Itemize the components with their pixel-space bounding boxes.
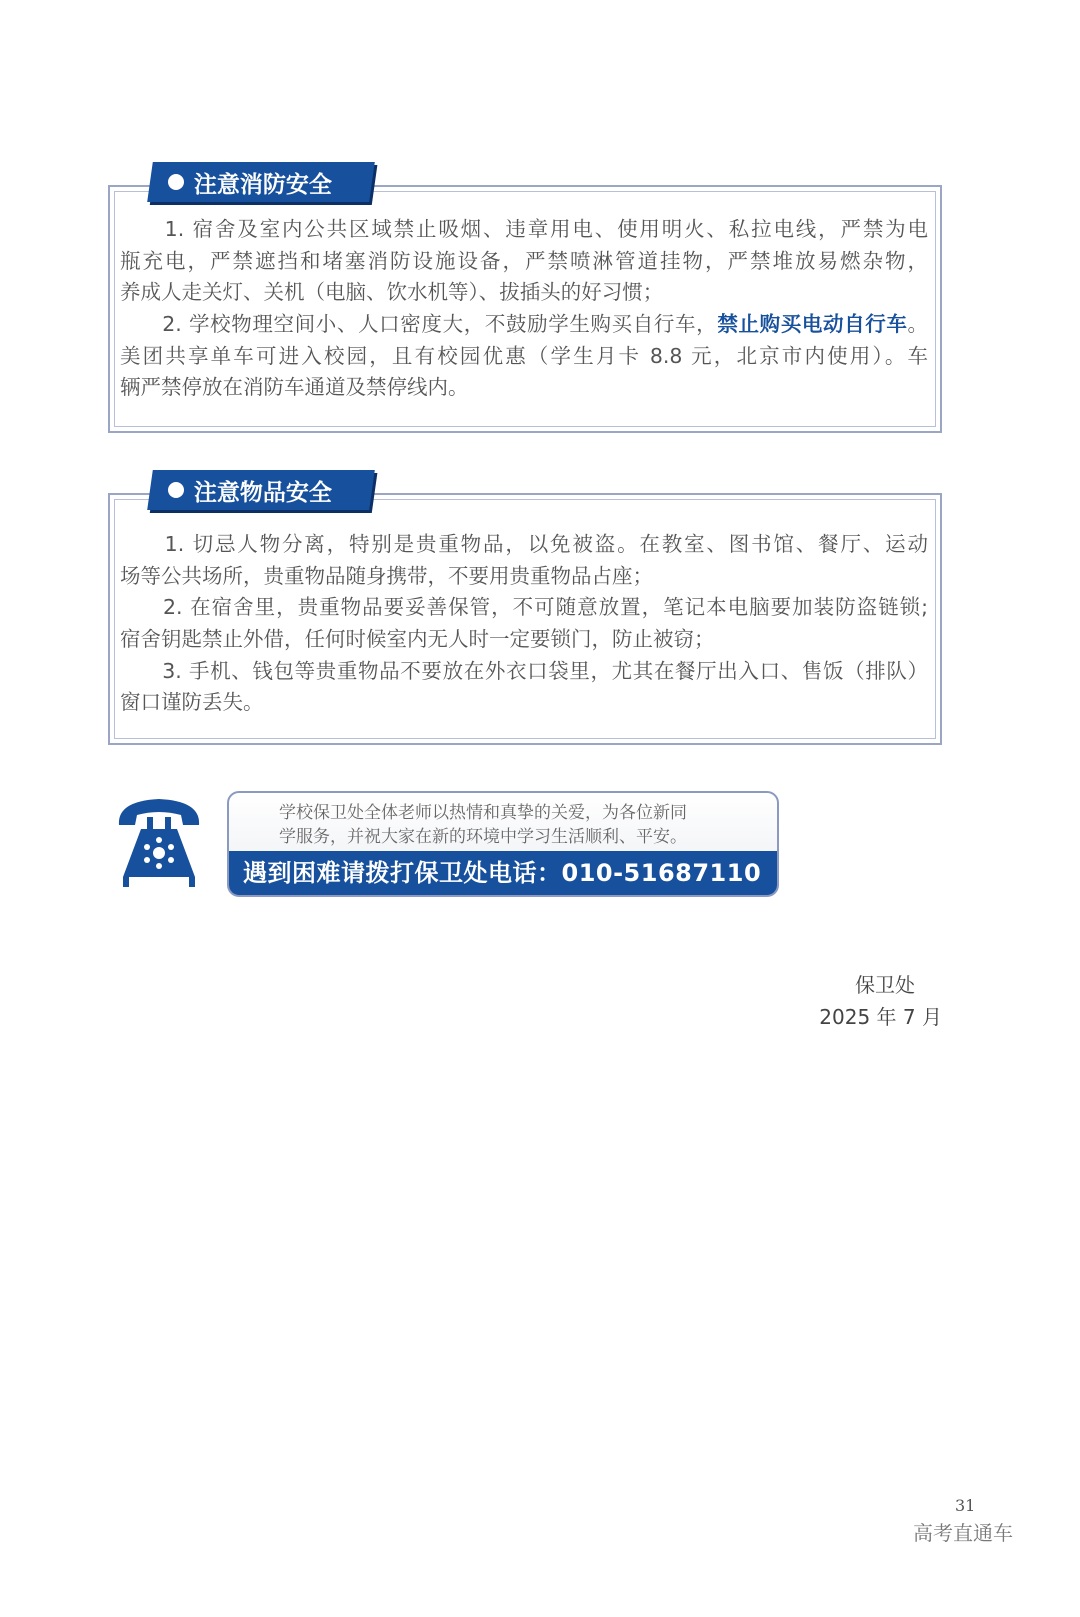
text-line: 辆严禁停放在消防车通道及禁停线内。 <box>120 375 469 400</box>
text-line: 1. 切忌人物分离，特别是贵重物品，以免被盗。在教室、图书馆、餐厅、运动 <box>120 532 928 556</box>
bullet-icon <box>168 482 184 498</box>
text-line: 1. 宿舍及室内公共区域禁止吸烟、违章用电、使用明火、私拉电线，严禁为电 <box>120 217 928 241</box>
text-line: 3. 手机、钱包等贵重物品不要放在外衣口袋里，尤其在餐厅出入口、售饭（排队） <box>120 658 928 683</box>
signature-dept: 保卫处 <box>855 973 915 997</box>
text-line: 美团共享单车可进入校园，且有校园优惠（学生月卡 8.8 元，北京市内使用）。车 <box>120 343 928 368</box>
telephone-icon <box>117 795 201 889</box>
section-title: 注意消防安全 <box>194 171 332 198</box>
page-number: 31 <box>955 1496 976 1515</box>
hotline-number: 遇到困难请拨打保卫处电话：010-51687110 <box>229 851 777 895</box>
notice-text <box>279 801 687 849</box>
text-line <box>120 309 928 341</box>
text-line: 宿舍钥匙禁止外借，任何时候室内无人时一定要锁门，防止被窃； <box>120 627 715 652</box>
notice-line: 学校保卫处全体老师以热情和真挚的关爱，为各位新同 <box>279 803 687 823</box>
text-line: 养成人走关灯、关机（电脑、饮水机等）、拔插头的好习惯； <box>120 280 664 305</box>
text-line: 2. 在宿舍里，贵重物品要妥善保管，不可随意放置，笔记本电脑要加装防盗链锁; <box>120 595 928 620</box>
fire-safety-text <box>120 214 928 404</box>
text-part: 。 <box>907 312 929 337</box>
highlight-text: 禁止购买电动自行车 <box>717 312 908 337</box>
text-part: 2. 学校物理空间小、人口密度大，不鼓励学生购买自行车， <box>120 312 718 337</box>
text-line: 场等公共场所，贵重物品随身携带，不要用贵重物品占座； <box>120 563 653 588</box>
signature-date: 2025 年 7 月 <box>819 1005 942 1029</box>
text-line: 瓶充电，严禁遮挡和堵塞消防设施设备，严禁喷淋管道挂物，严禁堆放易燃杂物， <box>120 248 928 273</box>
property-safety-text <box>120 529 928 719</box>
notice-line: 学服务，并祝大家在新的环境中学习生活顺利、平安。 <box>279 827 687 847</box>
bullet-icon <box>168 174 184 190</box>
property-safety-title <box>147 470 375 510</box>
hotline-notice <box>227 791 779 897</box>
watermark: 高考直通车 <box>913 1521 1013 1545</box>
section-title: 注意物品安全 <box>194 479 332 506</box>
fire-safety-title <box>147 162 375 202</box>
text-line: 窗口谨防丢失。 <box>120 690 264 715</box>
